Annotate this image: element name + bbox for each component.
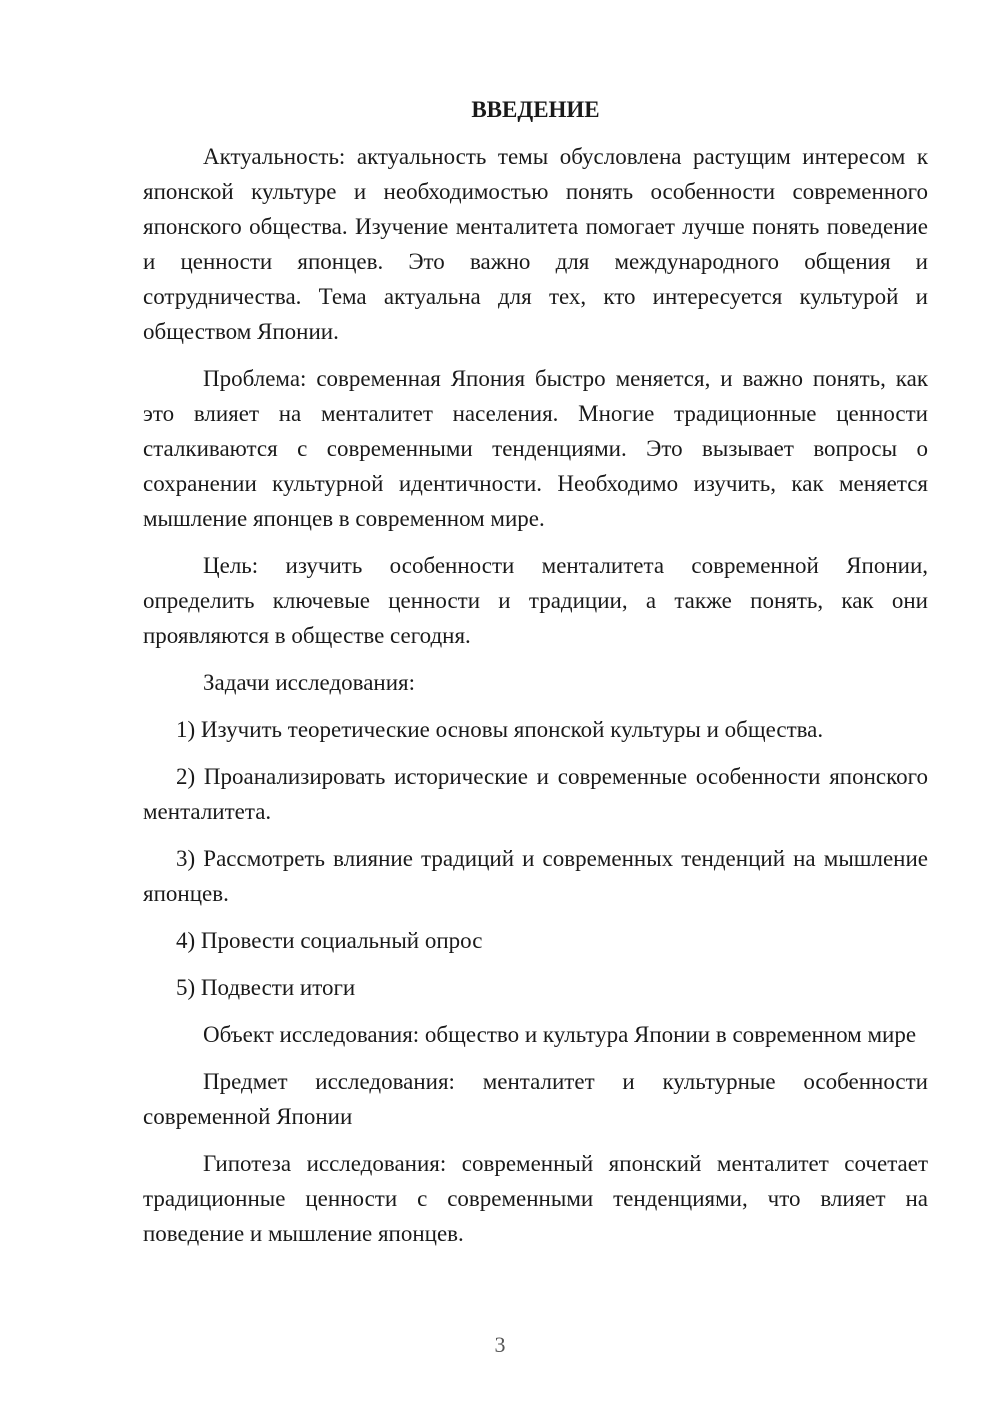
- relevance-paragraph: Актуальность: актуальность темы обусловлена растущим интересом к японской культуре и необходимостью понять особенности современного японского общества. Изучение менталитета помогает лучше понять поведение и ценности японцев. Это важно для международного общения и сотрудничества. Тема актуальна для тех, кто интересуется культурой и обществом Японии.: [143, 144, 928, 344]
- object-paragraph: Объект исследования: общество и культура Японии в современном мире: [203, 1022, 917, 1047]
- tasks-list: [143, 712, 928, 1005]
- task-item: 4) Провести социальный опрос: [176, 928, 483, 953]
- problem-paragraph: Проблема: современная Япония быстро меняется, и важно понять, как это влияет на менталитет населения. Многие традиционные ценности сталкиваются с современными тенденциями. Это вызывает вопросы о сохранении культурной идентичности. Необходимо изучить, как меняется мышление японцев в современном мире.: [143, 366, 928, 531]
- document-body: [143, 92, 928, 1263]
- task-item: 2) Проанализировать исторические и современные особенности японского менталитета.: [143, 764, 928, 824]
- hypothesis-paragraph: Гипотеза исследования: современный японский менталитет сочетает традиционные ценности с современными тенденциями, что влияет на поведение и мышление японцев.: [143, 1151, 928, 1246]
- page-number: 3: [494, 1332, 506, 1357]
- task-item: 5) Подвести итоги: [176, 975, 356, 1000]
- subject-paragraph: Предмет исследования: менталитет и культурные особенности современной Японии: [143, 1069, 928, 1129]
- section-heading: ВВЕДЕНИЕ: [471, 97, 600, 122]
- goal-paragraph: Цель: изучить особенности менталитета современной Японии, определить ключевые ценности и традиции, а также понять, как они проявляются в обществе сегодня.: [143, 553, 928, 648]
- task-item: 1) Изучить теоретические основы японской культуры и общества.: [176, 717, 824, 742]
- task-item: 3) Рассмотреть влияние традиций и современных тенденций на мышление японцев.: [143, 846, 928, 906]
- tasks-title: Задачи исследования:: [203, 670, 416, 695]
